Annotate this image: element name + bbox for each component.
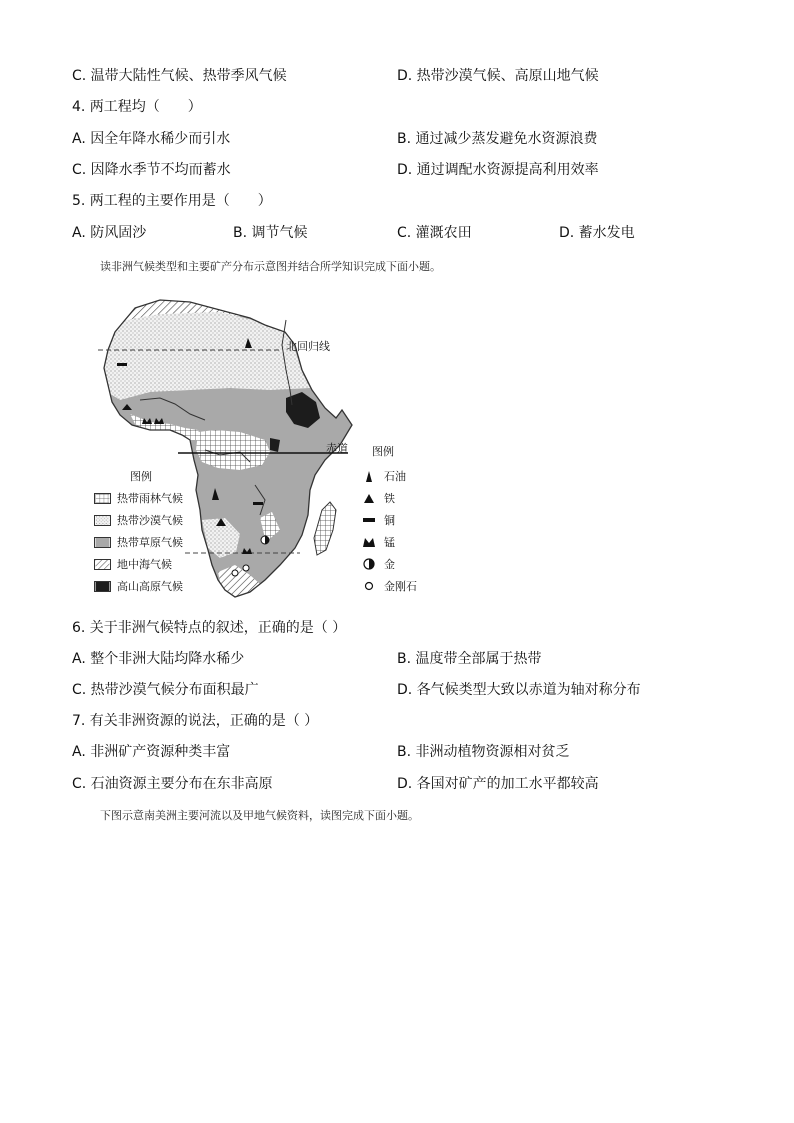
africa-map-intro: 读非洲气候类型和主要矿产分布示意图并结合所学知识完成下面小题。	[100, 260, 441, 273]
q7-option-a: A. 非洲矿产资源种类丰富	[72, 744, 231, 760]
q5-option-a: A. 防风固沙	[72, 225, 147, 241]
legend-label: 金刚石	[384, 580, 417, 593]
legend-label: 铜	[384, 514, 395, 527]
highland-swatch	[94, 581, 111, 592]
q7-stem: 7. 有关非洲资源的说法，正确的是（ ）	[72, 713, 319, 729]
q6-option-d: D. 各气候类型大致以赤道为轴对称分布	[397, 682, 641, 698]
oil-icon	[362, 469, 376, 483]
africa-climate-mineral-map	[90, 290, 417, 602]
legend-label: 地中海气候	[117, 558, 172, 571]
q7-option-b: B. 非洲动植物资源相对贫乏	[397, 744, 570, 760]
legend-copper	[362, 512, 395, 528]
manganese-icon	[362, 535, 376, 549]
copper-marker	[253, 502, 263, 505]
diamond-marker	[243, 565, 249, 571]
q5-option-d: D. 蓄水发电	[559, 225, 635, 241]
mediterranean-swatch	[94, 559, 111, 570]
tropic-of-cancer-label: 北回归线	[286, 340, 330, 353]
savanna-swatch	[94, 537, 111, 548]
legend-label: 锰	[384, 536, 395, 549]
mineral-legend-title: 图例	[372, 445, 394, 458]
q7-option-c: C. 石油资源主要分布在东非高原	[72, 776, 273, 792]
legend-tropical-savanna	[94, 534, 183, 550]
q5-stem: 5. 两工程的主要作用是（ ）	[72, 193, 272, 209]
rainforest-swatch	[94, 493, 111, 504]
q7-option-d: D. 各国对矿产的加工水平都较高	[397, 776, 599, 792]
legend-highland	[94, 578, 183, 594]
legend-mediterranean	[94, 556, 172, 572]
q4-option-c: C. 因降水季节不均而蓄水	[72, 162, 231, 178]
legend-label: 金	[384, 558, 395, 571]
legend-label: 石油	[384, 470, 406, 483]
copper-icon	[362, 513, 376, 527]
legend-label: 热带雨林气候	[117, 492, 183, 505]
gold-icon	[362, 557, 376, 571]
equator-label: 赤道	[326, 442, 348, 455]
q5-option-c: C. 灌溉农田	[397, 225, 472, 241]
q4-option-a: A. 因全年降水稀少而引水	[72, 131, 231, 147]
q4-option-d: D. 通过调配水资源提高利用效率	[397, 162, 599, 178]
q6-option-a: A. 整个非洲大陆均降水稀少	[72, 651, 245, 667]
iron-icon	[362, 491, 376, 505]
q6-option-b: B. 温度带全部属于热带	[397, 651, 542, 667]
legend-tropical-rainforest	[94, 490, 183, 506]
legend-label: 铁	[384, 492, 395, 505]
q5-option-b: B. 调节气候	[233, 225, 308, 241]
diamond-marker	[232, 570, 238, 576]
legend-manganese	[362, 534, 395, 550]
legend-diamond	[362, 578, 417, 594]
legend-iron	[362, 490, 395, 506]
legend-tropical-desert	[94, 512, 183, 528]
q6-option-c: C. 热带沙漠气候分布面积最广	[72, 682, 259, 698]
legend-label: 热带沙漠气候	[117, 514, 183, 527]
legend-label: 热带草原气候	[117, 536, 183, 549]
q4-stem: 4. 两工程均（ ）	[72, 99, 202, 115]
climate-legend-title: 图例	[130, 470, 152, 483]
south-america-intro: 下图示意南美洲主要河流以及甲地气候资料，读图完成下面小题。	[100, 809, 419, 822]
q3-option-d: D. 热带沙漠气候、高原山地气候	[397, 68, 599, 84]
legend-oil	[362, 468, 406, 484]
madagascar	[314, 502, 336, 555]
desert-swatch	[94, 515, 111, 526]
q6-stem: 6. 关于非洲气候特点的叙述，正确的是（ ）	[72, 620, 347, 636]
legend-gold	[362, 556, 395, 572]
q4-option-b: B. 通过减少蒸发避免水资源浪费	[397, 131, 598, 147]
q3-option-c: C. 温带大陆性气候、热带季风气候	[72, 68, 287, 84]
legend-label: 高山高原气候	[117, 580, 183, 593]
copper-marker	[117, 363, 127, 366]
diamond-icon	[362, 579, 376, 593]
